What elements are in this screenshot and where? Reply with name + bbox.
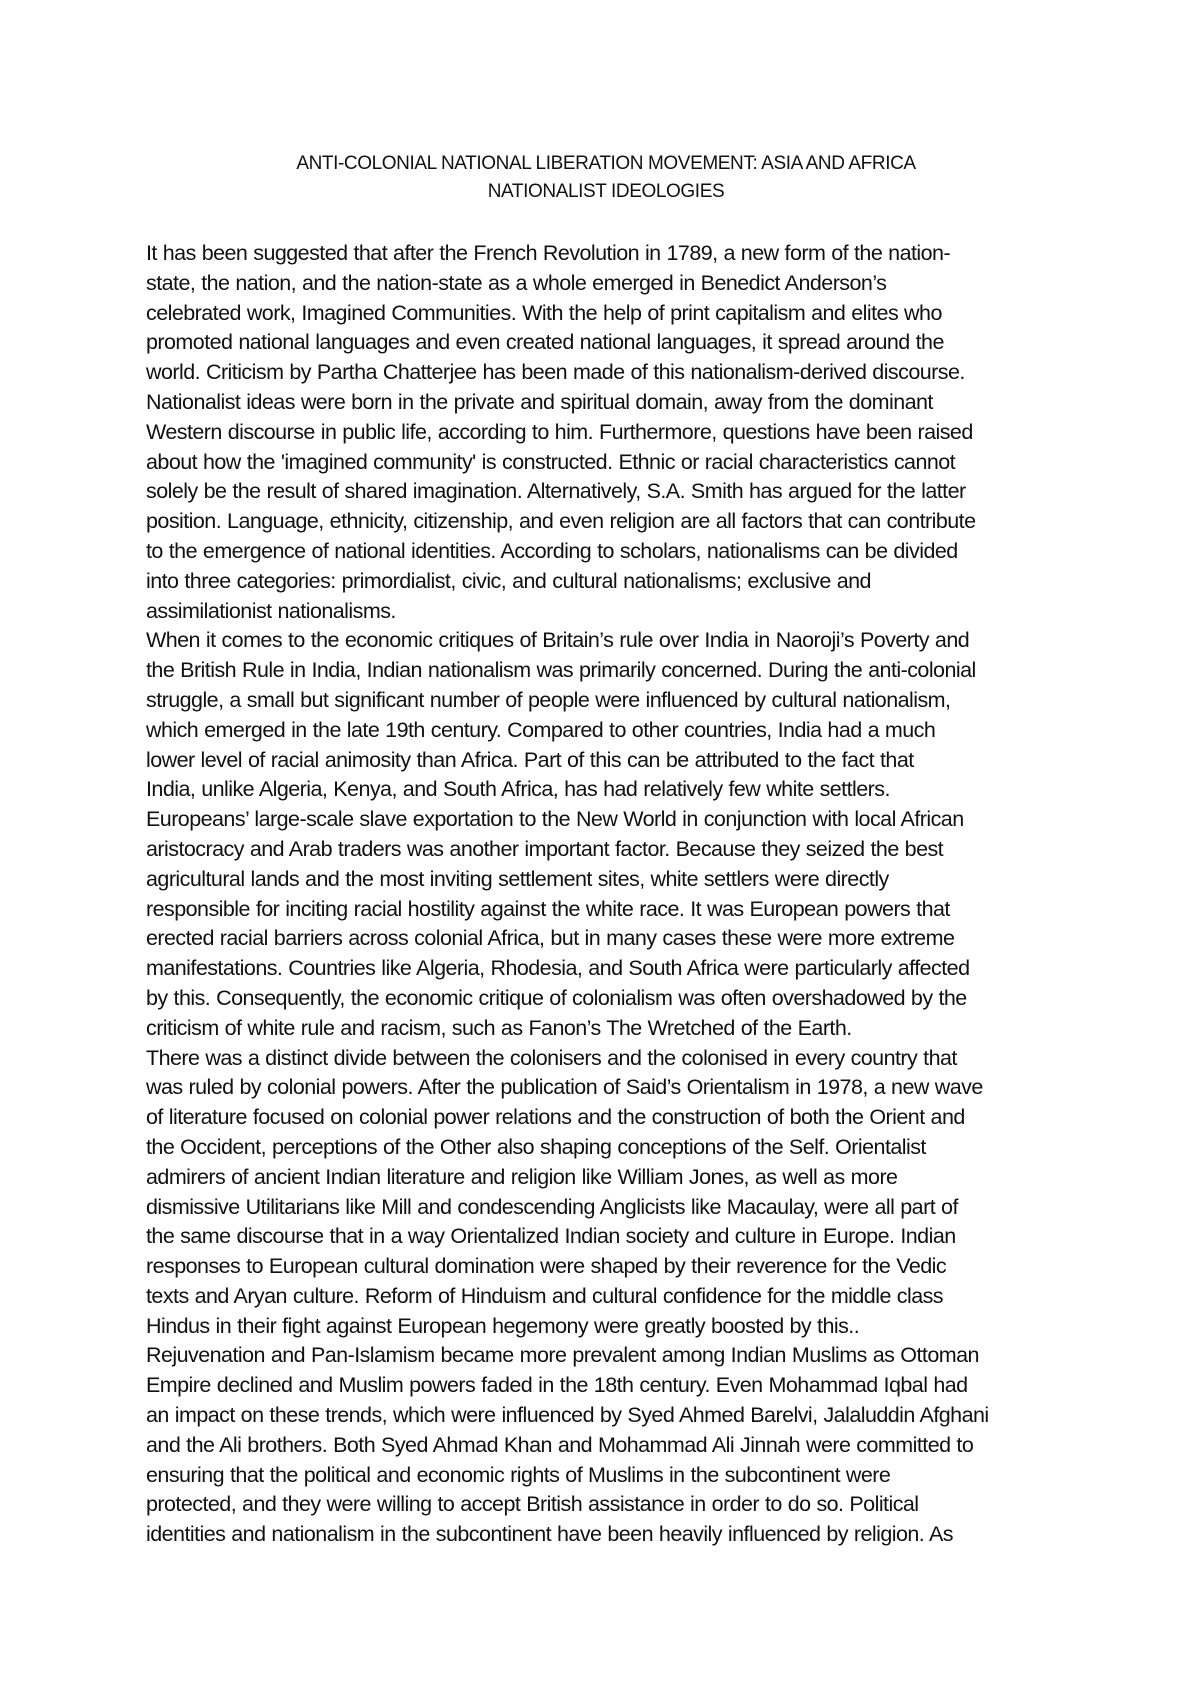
body-text-line: position. Language, ethnicity, citizenship, and even religion are all factors that can contribute	[146, 509, 976, 534]
body-text-line: the same discourse that in a way Orientalized Indian society and culture in Europe. Indian	[146, 1224, 956, 1249]
body-text-line: protected, and they were willing to accept British assistance in order to do so. Political	[146, 1492, 919, 1517]
body-text-line: Western discourse in public life, according to him. Furthermore, questions have been raised	[146, 419, 973, 444]
body-text-line: responses to European cultural domination were shaped by their reverence for the Vedic	[146, 1254, 947, 1279]
body-text-line: manifestations. Countries like Algeria, Rhodesia, and South Africa were particularly affected	[146, 956, 970, 981]
body-text-line: ensuring that the political and economic rights of Muslims in the subcontinent were	[146, 1462, 891, 1487]
body-text-line: identities and nationalism in the subcontinent have been heavily influenced by religion. As	[146, 1522, 953, 1547]
body-text-line: texts and Aryan culture. Reform of Hinduism and cultural confidence for the middle class	[146, 1283, 944, 1308]
body-text-line: the British Rule in India, Indian nationalism was primarily concerned. During the anti-colonial	[146, 658, 976, 683]
body-text-line: which emerged in the late 19th century. Compared to other countries, India had a much	[146, 717, 936, 742]
body-text-line: was ruled by colonial powers. After the publication of Said’s Orientalism in 1978, a new wave	[146, 1075, 983, 1100]
body-text-line: state, the nation, and the nation-state as a whole emerged in Benedict Anderson’s	[146, 270, 887, 295]
body-text-line: the Occident, perceptions of the Other also shaping conceptions of the Self. Orientalist	[146, 1134, 926, 1159]
body-text-line: lower level of racial animosity than Africa. Part of this can be attributed to the fact that	[146, 747, 914, 772]
body-text-line: world. Criticism by Partha Chatterjee has been made of this nationalism-derived discourse.	[146, 360, 965, 385]
document-body	[146, 239, 1076, 1550]
body-text-line: of literature focused on colonial power relations and the construction of both the Orient and	[146, 1105, 965, 1130]
body-text-line: by this. Consequently, the economic critique of colonialism was often overshadowed by the	[146, 985, 967, 1010]
body-text-line: Rejuvenation and Pan-Islamism became more prevalent among Indian Muslims as Ottoman	[146, 1343, 979, 1368]
body-text-line: Europeans’ large-scale slave exportation to the New World in conjunction with local African	[146, 807, 964, 832]
body-text-line: and the Ali brothers. Both Syed Ahmad Khan and Mohammad Ali Jinnah were committed to	[146, 1432, 974, 1457]
body-text-line: responsible for inciting racial hostility against the white race. It was European powers that	[146, 896, 950, 921]
body-text-line: an impact on these trends, which were influenced by Syed Ahmed Barelvi, Jalaluddin Afghani	[146, 1403, 989, 1428]
body-text-line: aristocracy and Arab traders was another important factor. Because they seized the best	[146, 836, 944, 861]
body-text-line: solely be the result of shared imagination. Alternatively, S.A. Smith has argued for the latter	[146, 479, 966, 504]
body-text-line: into three categories: primordialist, civic, and cultural nationalisms; exclusive and	[146, 568, 871, 593]
body-text-line: There was a distinct divide between the colonisers and the colonised in every country that	[146, 1045, 957, 1070]
body-text-line: celebrated work, Imagined Communities. With the help of print capitalism and elites who	[146, 300, 942, 325]
body-text-line: criticism of white rule and racism, such as Fanon’s The Wretched of the Earth.	[146, 1015, 852, 1040]
body-text-line: It has been suggested that after the French Revolution in 1789, a new form of the nation-	[146, 241, 951, 265]
body-text-line: assimilationist nationalisms.	[146, 598, 396, 623]
body-text-line: Nationalist ideas were born in the private and spiritual domain, away from the dominant	[146, 389, 933, 414]
title-line-sub: NATIONALIST IDEOLOGIES	[487, 181, 725, 202]
body-text-line: promoted national languages and even created national languages, it spread around the	[146, 330, 944, 355]
body-text-line: admirers of ancient Indian literature and religion like William Jones, as well as more	[146, 1164, 898, 1189]
body-text-line: to the emergence of national identities. According to scholars, nationalisms can be divided	[146, 538, 958, 563]
body-text-line: India, unlike Algeria, Kenya, and South Africa, has had relatively few white settlers.	[146, 777, 890, 802]
body-text-line: dismissive Utilitarians like Mill and condescending Anglicists like Macaulay, were all part of	[146, 1194, 958, 1219]
body-text-line: When it comes to the economic critiques of Britain’s rule over India in Naoroji’s Poverty and	[146, 628, 970, 653]
body-text-line: agricultural lands and the most inviting settlement sites, white settlers were directly	[146, 866, 889, 891]
body-text-line: about how the 'imagined community' is constructed. Ethnic or racial characteristics cannot	[146, 449, 956, 474]
body-text-line: struggle, a small but significant number of people were influenced by cultural nationalism,	[146, 687, 951, 712]
body-text-line: Hindus in their fight against European hegemony were greatly boosted by this..	[146, 1313, 860, 1338]
document-title	[146, 150, 1066, 206]
title-line-main: ANTI-COLONIAL NATIONAL LIBERATION MOVEMENT: ASIA AND AFRICA	[296, 153, 916, 174]
body-text-line: erected racial barriers across colonial Africa, but in many cases these were more extreme	[146, 926, 955, 951]
body-text-line: Empire declined and Muslim powers faded in the 18th century. Even Mohammad Iqbal had	[146, 1373, 968, 1398]
